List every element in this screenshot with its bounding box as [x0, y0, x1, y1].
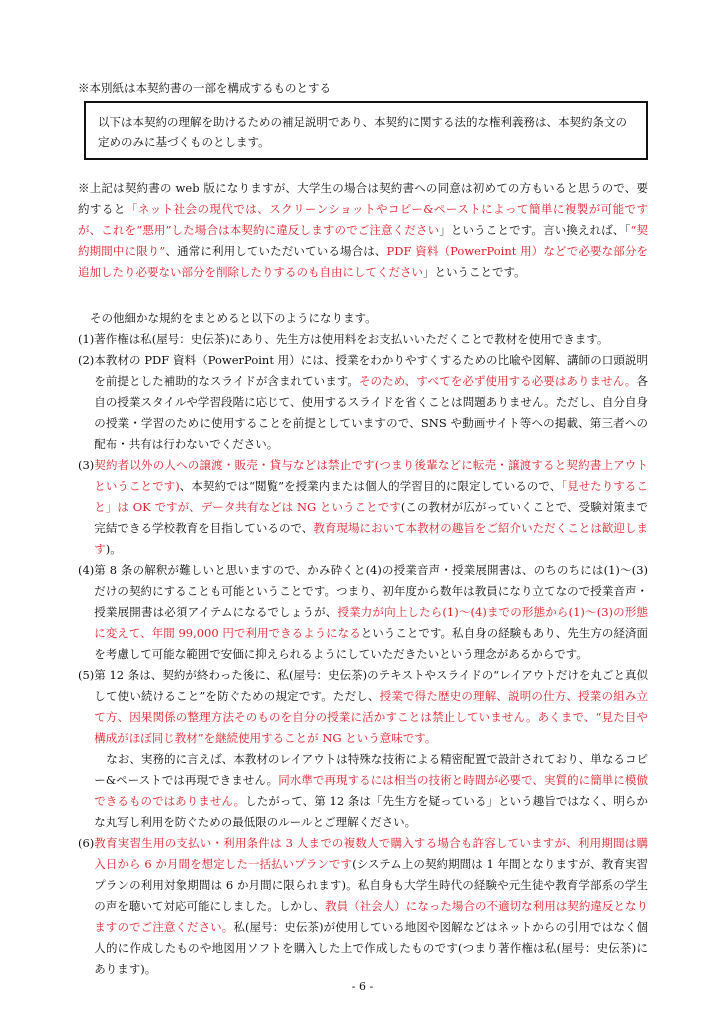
rule-number: (5) — [78, 668, 95, 682]
intro-red-text: PDF 資料（PowerPoint 用）などで必要な部分を追加したり必要ない部分を削除したりするのも自由にしてください — [78, 244, 648, 279]
rule-item-2 — [78, 350, 648, 455]
intro-text: ※上記は契約書の web 版になりますが、大学生の場合は契約書への同意は初めての方もいると思うので、要約すると — [78, 181, 648, 216]
rule-red-text: 「見せたりすること」は OK ですが、データ共有などは NG ということです — [94, 479, 648, 514]
rule-red-text: 授業力が向上したら(1)～(4)までの形態から(1)～(3)の形態に変えて、年間 99,000 円で利用できるようになる — [94, 605, 648, 640]
intro-paragraph — [78, 178, 648, 283]
rule-text: 著作権は私(屋号：史伝茶)にあり、先生方は使用料をお支払いいただくことで教材を使用できます。 — [94, 332, 609, 346]
rules-list — [78, 329, 648, 980]
rule-item-3 — [78, 455, 648, 560]
rule-item-6 — [78, 833, 648, 980]
rule-text: 、本契約では“閲覧”を授業内または個人的学習目的に限定しているので、 — [179, 479, 562, 493]
rule-text: )。 — [105, 542, 122, 556]
intro-text: 」ということです。言い換えれば、「 — [439, 223, 631, 237]
intro-text: 」ということです。 — [423, 265, 526, 279]
intro-red-text: “契約期間中に限り” — [78, 223, 648, 258]
rule-text: 第 12 条は、契約が終わった後に、私(屋号：史伝茶)のテキストやスライドの“レイアウトだけを丸ごと真似して使い続けること”を防ぐための規定です。ただし、 — [94, 668, 648, 703]
rule-text: なお、実務的に言えば、本教材のレイアウトは特殊な技術による精密配置で設計されており、単なるコピー&ペーストでは再現できません。 — [94, 752, 648, 787]
header-note: ※本別紙は本契約書の一部を構成するものとする — [78, 81, 331, 95]
rule-number: (4) — [78, 563, 95, 577]
rule-red-text: 同水準で再現するには相当の技術と時間が必要で、実質的に簡単に模倣できるものではありません。 — [94, 773, 648, 808]
disclaimer-box — [84, 101, 648, 160]
disclaimer-text: 以下は本契約の理解を助けるための補足説明であり、本契約に関する法的な権利義務は、本契約条文の定めのみに基づくものとします。 — [98, 115, 627, 149]
rule-number: (3) — [78, 458, 95, 472]
rule-red-text: 教育実習生用の支払い・利用条件は 3 人までの複数人で購入する場合も許容していますが、利用期間は購入日から 6 か月間を想定した一括払いプランです — [94, 836, 648, 871]
rule-red-text: 教員（社会人）になった場合の不適切な利用は契約違反となりますのでご注意ください。 — [94, 899, 649, 934]
rule-text: 各自の授業スタイルや学習段階に応じて、使用するスライドを省くことは問題ありません。ただし、自分自身の授業・学習のために使用することを前提としていますので、SNS や動画サイト等への掲載、第三者への配布・共有は行わないでください。 — [94, 374, 648, 451]
lead-sentence: その他細かな規約をまとめると以下のようになります。 — [90, 311, 377, 325]
rule-text: 第 8 条の解釈が難しいと思いますので、かみ砕くと(4)の授業音声・授業展開書は、のちのちには(1)～(3)だけの契約にすることも可能ということです。つまり、初年度から数年は教員になり立てなので授業音声・授業展開書は必須アイテムになるでしょうが、 — [94, 563, 648, 619]
rule-number: (1) — [78, 332, 95, 346]
rule-item-1 — [78, 329, 648, 350]
rule-text: (システム上の契約期間は 1 年間となりますが、教育実習プランの利用対象期間は 6 か月間に限られます)。私自身も大学生時代の経験や元生徒や教育学部系の学生の声を聴いて対応可能にしました。しかし、 — [94, 857, 648, 913]
rule-text: したがって、第 12 条は「先生方を疑っている」という趣旨ではなく、明らかな丸写し利用を防ぐための最低限のルールとご理解ください。 — [94, 794, 648, 829]
rule-text: 本教材の PDF 資料（PowerPoint 用）には、授業をわかりやすくするための比喩や図解、講師の口頭説明を前提とした補助的なスライドが含まれています。 — [94, 353, 648, 388]
rule-red-text: 授業で得た歴史の理解、説明の仕方、授業の組み立て方、因果関係の整理方法そのものを自分の授業に活かすことは禁止していません。あくまで、“見た目や構成がほぼ同じ教材”を継続使用することが NG という意味です。 — [94, 689, 648, 745]
rule-red-text: 教育現場において本教材の趣旨をご紹介いただくことは歓迎します — [94, 521, 648, 556]
rule-item-5 — [78, 665, 648, 833]
rule-red-text: 契約者以外の人への譲渡・販売・貸与などは禁止です(つまり後輩などに転売・譲渡すると契約書上アウトということです) — [94, 458, 648, 493]
rule-red-text: そのため、すべてを必ず使用する必要はありません。 — [358, 374, 637, 388]
intro-text: 、通常に利用していただいている場合は、 — [165, 244, 387, 258]
rule-text: (この教材が広がっていくことで、受験対策まで完結できる学校教育を目指しているので、 — [94, 500, 648, 535]
rule-number: (2) — [78, 353, 95, 367]
page-number: - 6 - — [351, 980, 374, 993]
rule-text: ということです。私自身の経験もあり、先生方の経済面を考慮して可能な範囲で安価に抑えられるようにしていただきたいという理念があるからです。 — [94, 626, 649, 661]
rule-number: (6) — [78, 836, 95, 850]
intro-red-text: 「ネット社会の現代では、スクリーンショットやコピー&ペーストによって簡単に複製が可能ですが、これを“悪用”した場合は本契約に違反しますのでご注意ください — [78, 202, 649, 237]
rule-text: 私(屋号：史伝茶)が使用している地図や図解などはネットからの引用ではなく個人的に作成したものや地図用ソフトを購入した上で作成したものです(つまり著作権は私(屋号：史伝茶)にあります)。 — [94, 920, 648, 976]
rule-item-4 — [78, 560, 648, 665]
